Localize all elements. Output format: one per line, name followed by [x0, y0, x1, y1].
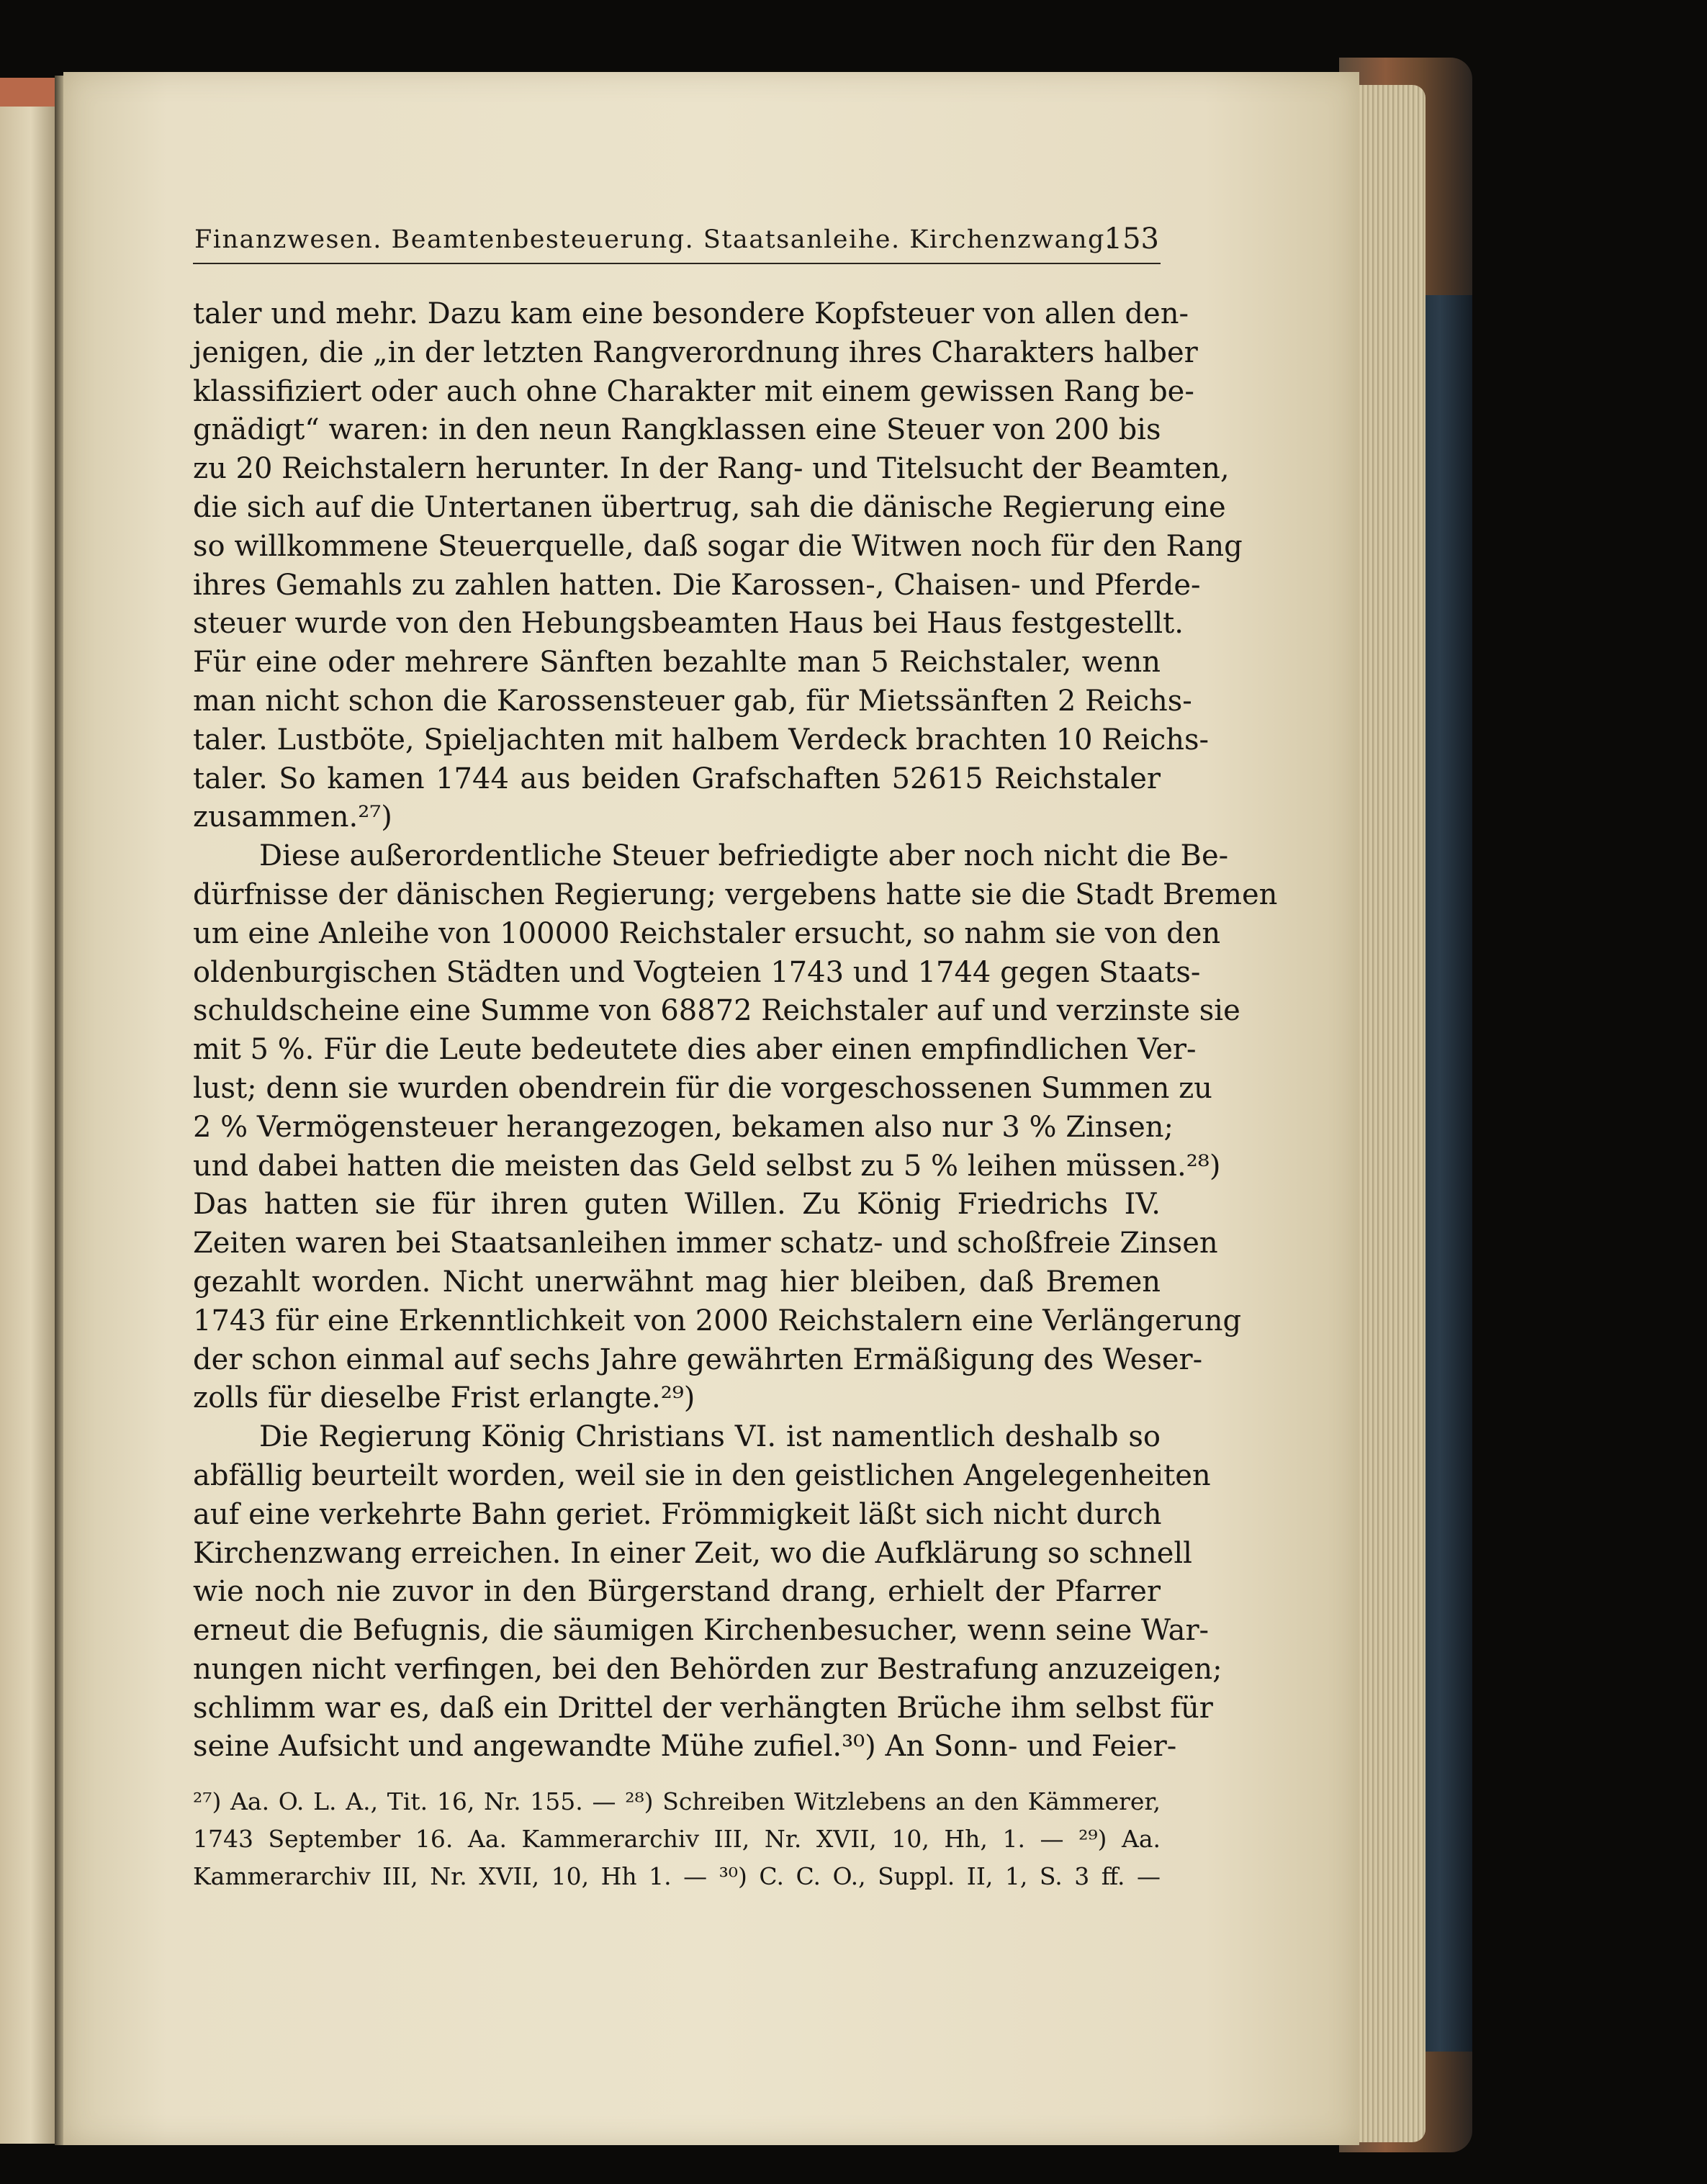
text-line: oldenburgischen Städten und Vogteien 1743 und 1744 gegen Staats- [193, 955, 1201, 989]
text-line: taler. So kamen 1744 aus beiden Grafschaften 52615 Reichstaler [193, 762, 1161, 795]
facing-page-corner [0, 78, 55, 107]
body-text [193, 295, 1278, 1766]
text-line: Die Regierung König Christians VI. ist namentlich deshalb so [259, 1420, 1161, 1454]
text-line: Das hatten sie für ihren guten Willen. Zu König Friedrichs IV. [193, 1188, 1161, 1222]
footnotes [193, 1783, 1161, 1895]
running-head-title: Finanzwesen. Beamtenbesteuerung. Staatsanleihe. Kirchenzwang. [194, 225, 1114, 254]
text-line: so willkommene Steuerquelle, daß sogar die Witwen noch für den Rang [193, 529, 1243, 563]
text-line: ihres Gemahls zu zahlen hatten. Die Karossen-, Chaisen- und Pferde- [193, 568, 1201, 602]
text-line: auf eine verkehrte Bahn geriet. Frömmigkeit läßt sich nicht durch [193, 1497, 1162, 1531]
text-line: Für eine oder mehrere Sänften bezahlte man 5 Reichstaler, wenn [193, 646, 1161, 680]
text-line: erneut die Befugnis, die säumigen Kirchenbesucher, wenn seine War- [193, 1614, 1210, 1648]
running-head [194, 220, 1159, 263]
text-line: steuer wurde von den Hebungsbeamten Haus bei Haus festgestellt. [193, 607, 1184, 641]
header-rule [193, 263, 1161, 264]
text-line: klassifiziert oder auch ohne Charakter mit einem gewissen Rang be- [193, 374, 1194, 408]
text-line: abfällig beurteilt worden, weil sie in den geistlichen Angelegenheiten [193, 1458, 1211, 1492]
text-line: schuldscheine eine Summe von 68872 Reichstaler auf und verzinste sie [193, 994, 1240, 1028]
text-line: gezahlt worden. Nicht unerwähnt mag hier bleiben, daß Bremen [193, 1265, 1161, 1299]
text-line: schlimm war es, daß ein Drittel der verhängten Brüche ihm selbst für [193, 1691, 1213, 1725]
footnote-line: Kammerarchiv III, Nr. XVII, 10, Hh 1. — ³⁰) C. C. O., Suppl. II, 1, S. 3 ff. — [193, 1862, 1161, 1890]
text-line: taler und mehr. Dazu kam eine besondere Kopfsteuer von allen den- [193, 297, 1189, 330]
text-line: dürfnisse der dänischen Regierung; vergebens hatte sie die Stadt Bremen [193, 877, 1278, 911]
text-line: 2 % Vermögensteuer herangezogen, bekamen also nur 3 % Zinsen; [193, 1110, 1174, 1144]
text-line: Zeiten waren bei Staatsanleihen immer schatz- und schoßfreie Zinsen [193, 1227, 1218, 1260]
page-number: 153 [1104, 222, 1159, 256]
text-line: und dabei hatten die meisten das Geld selbst zu 5 % leihen müssen.²⁸) [193, 1149, 1221, 1183]
text-line: zusammen.²⁷) [193, 800, 392, 834]
text-line: Kirchenzwang erreichen. In einer Zeit, wo die Aufklärung so schnell [193, 1536, 1192, 1570]
text-line: 1743 für eine Erkenntlichkeit von 2000 Reichstalern eine Verlängerung [193, 1304, 1242, 1337]
text-line: seine Aufsicht und angewandte Mühe zufiel.³⁰) An Sonn- und Feier- [193, 1730, 1177, 1764]
text-line: gnädigt“ waren: in den neun Rangklassen eine Steuer von 200 bis [193, 413, 1161, 447]
text-line: taler. Lustböte, Spieljachten mit halbem Verdeck brachten 10 Reichs- [193, 723, 1210, 757]
text-line: nungen nicht verfingen, bei den Behörden zur Bestrafung anzuzeigen; [193, 1652, 1222, 1686]
text-line: zolls für dieselbe Frist erlangte.²⁹) [193, 1381, 695, 1415]
facing-page-edge [0, 78, 58, 2144]
text-line: mit 5 %. Für die Leute bedeutete dies aber einen empfindlichen Ver- [193, 1033, 1197, 1067]
text-line: um eine Anleihe von 100000 Reichstaler ersucht, so nahm sie von den [193, 916, 1221, 950]
text-line: die sich auf die Untertanen übertrug, sah die dänische Regierung eine [193, 490, 1226, 524]
text-line: man nicht schon die Karossensteuer gab, für Mietssänften 2 Reichs- [193, 684, 1192, 718]
text-line: wie noch nie zuvor in den Bürgerstand drang, erhielt der Pfarrer [193, 1575, 1161, 1609]
text-line: jenigen, die „in der letzten Rangverordnung ihres Charakters halber [193, 335, 1198, 369]
text-line: der schon einmal auf sechs Jahre gewährten Ermäßigung des Weser- [193, 1343, 1203, 1376]
text-line: Diese außerordentliche Steuer befriedigte aber noch nicht die Be- [259, 839, 1229, 873]
footnote-line: 1743 September 16. Aa. Kammerarchiv III, Nr. XVII, 10, Hh, 1. — ²⁹) Aa. [193, 1825, 1161, 1853]
text-line: zu 20 Reichstalern herunter. In der Rang- und Titelsucht der Beamten, [193, 452, 1230, 486]
text-line: lust; denn sie wurden obendrein für die vorgeschossenen Summen zu [193, 1071, 1212, 1105]
footnote-line: ²⁷) Aa. O. L. A., Tit. 16, Nr. 155. — ²⁸) Schreiben Witzlebens an den Kämmerer, [193, 1787, 1161, 1815]
